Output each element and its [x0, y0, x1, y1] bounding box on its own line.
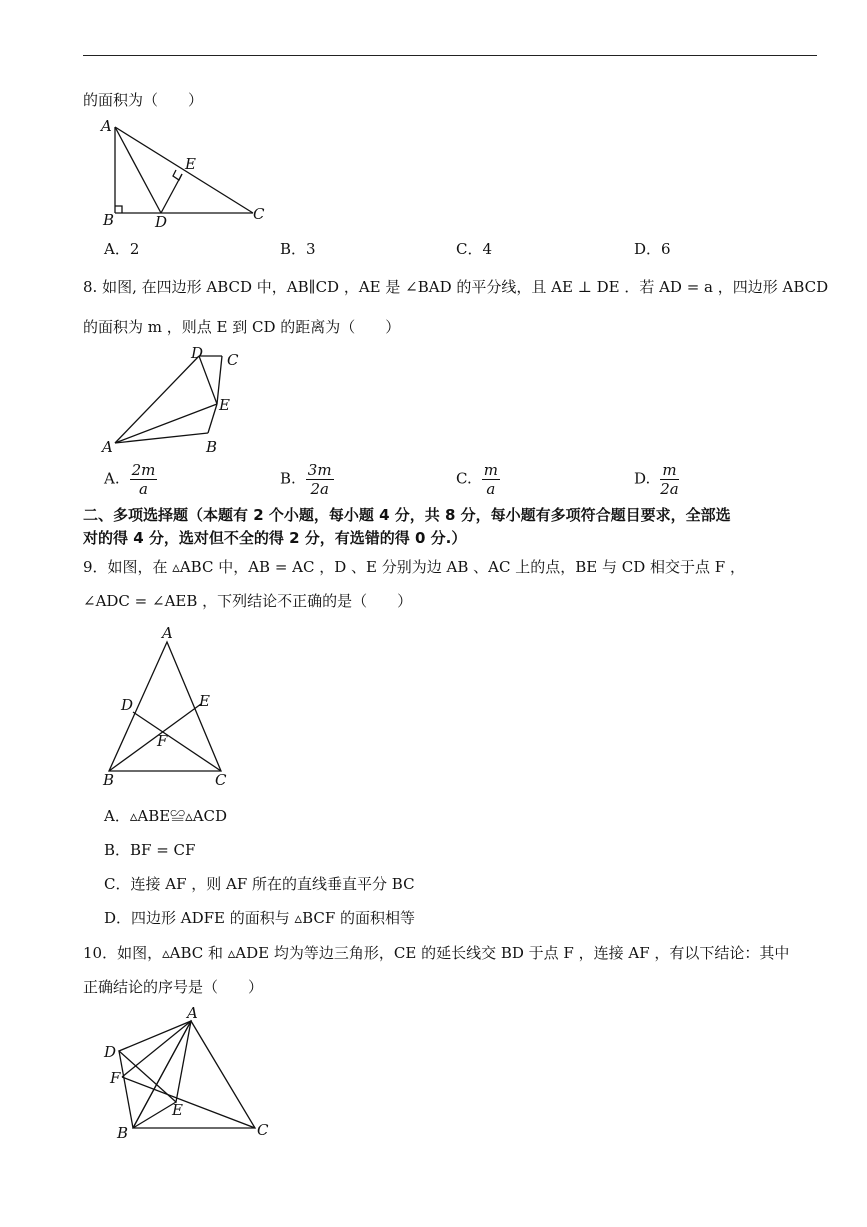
- q8-option-a-num: 2m: [131, 461, 156, 479]
- q9-label-D: D: [121, 696, 134, 714]
- q9-label-E: E: [199, 692, 210, 710]
- q10-label-C: C: [257, 1121, 269, 1139]
- header-rule: [83, 55, 817, 56]
- q9-option-a[interactable]: A．▵ABE≌▵ACD: [104, 807, 228, 825]
- q8-option-c-den: a: [486, 480, 496, 498]
- q7-label-C: C: [253, 205, 265, 223]
- q8-label-C: C: [227, 351, 239, 369]
- q10-stem-line1: 10．如图，▵ABC 和 ▵ADE 均为等边三角形，CE 的延长线交 BD 于点 F ，连接 AF ，有以下结论：其中: [83, 944, 790, 962]
- q8-option-d-den: 2a: [660, 480, 679, 498]
- q8-option-d[interactable]: [634, 461, 679, 498]
- q8-option-c-fraction: [482, 461, 500, 498]
- q9-stem-line1: 9．如图，在 ▵ABC 中，AB = AC ，D 、E 分别为边 AB 、AC 上的点，BE 与 CD 相交于点 F ，: [83, 558, 745, 576]
- q10-label-D: D: [104, 1043, 117, 1061]
- q9-option-d[interactable]: D．四边形 ADFE 的面积与 ▵BCF 的面积相等: [104, 909, 416, 927]
- q8-option-b[interactable]: [280, 461, 334, 498]
- section2-heading-line1: 二、多项选择题（本题有 2 个小题，每小题 4 分，共 8 分，每小题有多项符合题目要求，全部选: [83, 506, 731, 524]
- q7-option-c[interactable]: C．4: [456, 240, 493, 258]
- q7-option-a[interactable]: A．2: [104, 240, 140, 258]
- q8-option-c[interactable]: [456, 461, 500, 498]
- q8-option-b-den: 2a: [310, 480, 329, 498]
- q7-label-B: B: [103, 211, 115, 229]
- q8-label-A: A: [102, 438, 113, 456]
- q9-label-B: B: [103, 771, 115, 789]
- q9-option-c[interactable]: C．连接 AF ，则 AF 所在的直线垂直平分 BC: [104, 875, 415, 893]
- q8-option-b-num: 3m: [307, 461, 332, 479]
- q7-option-d[interactable]: D．6: [634, 240, 671, 258]
- q7-option-b[interactable]: B．3: [280, 240, 316, 258]
- q10-label-E: E: [172, 1101, 183, 1119]
- q8-option-c-num: m: [483, 461, 498, 479]
- q8-option-d-num: m: [660, 461, 679, 480]
- section2-heading-line2: 对的得 4 分，选对但不全的得 2 分，有选错的得 0 分.）: [83, 529, 467, 547]
- q8-option-b-letter: B.: [280, 469, 296, 488]
- q7-label-E: E: [185, 155, 196, 173]
- q9-label-A: A: [162, 624, 173, 642]
- q10-label-A: A: [187, 1004, 198, 1022]
- q9-stem-line2: ∠ADC = ∠AEB ，下列结论不正确的是（ ）: [83, 592, 413, 610]
- q9-option-b[interactable]: B．BF = CF: [104, 841, 196, 859]
- q8-option-c-letter: C.: [456, 469, 472, 488]
- q8-label-B: B: [206, 438, 218, 456]
- q8-option-b-fraction: [306, 461, 334, 498]
- q8-option-a-fraction: [130, 461, 158, 498]
- q10-label-F: F: [110, 1069, 121, 1087]
- q10-label-B: B: [117, 1124, 129, 1142]
- q9-label-F: F: [157, 732, 168, 750]
- q8-stem-line2: 的面积为 m ，则点 E 到 CD 的距离为（ ）: [83, 318, 401, 336]
- q7-stem-tail: 的面积为（ ）: [83, 91, 204, 109]
- q8-option-a[interactable]: [104, 461, 157, 498]
- q8-option-a-den: a: [139, 480, 148, 498]
- q8-option-d-letter: D.: [634, 469, 651, 488]
- q8-label-D: D: [191, 344, 204, 362]
- q8-option-d-fraction: [660, 461, 679, 498]
- q10-figure: [95, 1003, 285, 1148]
- q10-stem-line2: 正确结论的序号是（ ）: [83, 978, 264, 996]
- q8-stem-line1: 8. 如图, 在四边形 ABCD 中，AB∥CD ，AE 是 ∠BAD 的平分线，且 AE ⊥ DE ．若 AD = a ，四边形 ABCD: [83, 278, 829, 296]
- q7-label-A: A: [101, 117, 112, 135]
- q7-figure: [95, 115, 275, 230]
- q8-figure: [95, 342, 255, 457]
- q8-label-E: E: [219, 396, 230, 414]
- q8-option-a-letter: A.: [104, 469, 120, 488]
- q9-label-C: C: [215, 771, 227, 789]
- q9-figure: [95, 622, 245, 792]
- q7-label-D: D: [155, 213, 168, 230]
